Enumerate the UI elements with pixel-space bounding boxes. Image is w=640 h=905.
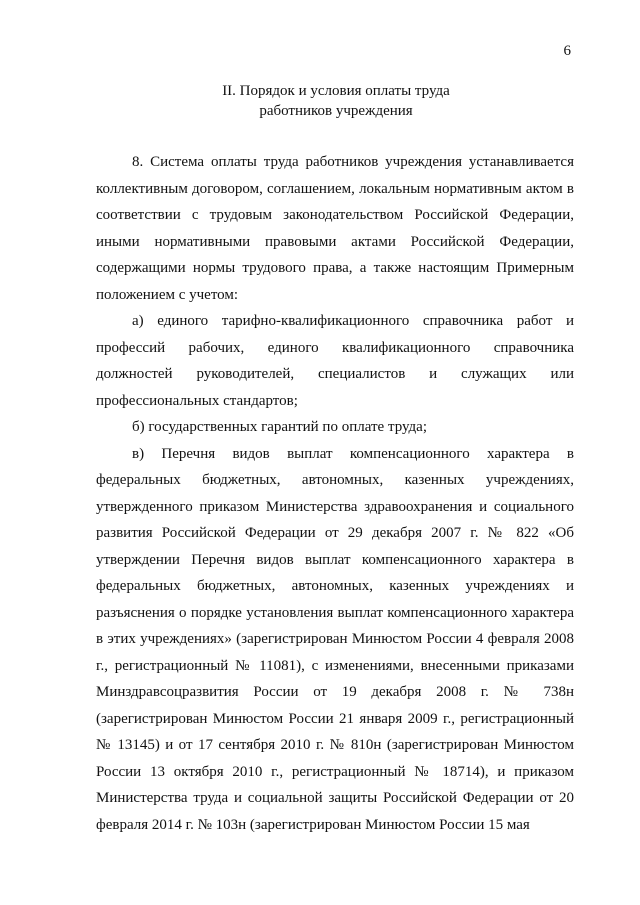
page-number: 6	[563, 43, 571, 59]
section-heading-line-1: II. Порядок и условия оплаты труда	[222, 83, 450, 99]
section-heading-line-2: работников учреждения	[259, 103, 413, 119]
paragraph-item-v: в) Перечня видов выплат компенсационного характера в федеральных бюджетных, автономных, казенных учреждениях, утвержденного приказом Министерства здравоохранения и социального развития Российской Федерации от 29 декабря 2007 г. № 822 «Об утверждении Перечня видов выплат компенсационного характера в федеральных бюджетных, автономных, казенных учреждениях и разъяснения о порядке установления выплат компенсационного характера в этих учреждениях» (зарегистрирован Минюстом России 4 февраля 2008 г., регистрационный № 11081), с изменениями, внесенными приказами Минздравсоцразвития России от 19 декабря 2008 г. № 738н (зарегистрирован Минюстом России 21 января 2009 г., регистрационный № 13145) и от 17 сентября 2010 г. № 810н (зарегистрирован Минюстом России 13 октября 2010 г., регистрационный № 18714), и приказом Министерства труда и социальной защиты Российской Федерации от 20 февраля 2014 г. № 103н (зарегистрирован Минюстом России 15 мая	[96, 445, 574, 833]
paragraph-8: 8. Система оплаты труда работников учреждения устанавливается коллективным договором, соглашением, локальным нормативным актом в соответствии с трудовым законодательством Российской Федерации, иными нормативными правовыми актами Российской Федерации, содержащими нормы трудового права, а также настоящим Примерным положением с учетом:	[96, 154, 574, 303]
paragraph-item-b: б) государственных гарантий по оплате труда;	[132, 419, 428, 435]
paragraph-item-a: а) единого тарифно-квалификационного справочника работ и профессий рабочих, единого квалификационного справочника должностей руководителей, специалистов и служащих или профессиональных стандартов;	[96, 313, 574, 409]
section-heading	[96, 81, 576, 121]
document-body	[96, 149, 574, 838]
